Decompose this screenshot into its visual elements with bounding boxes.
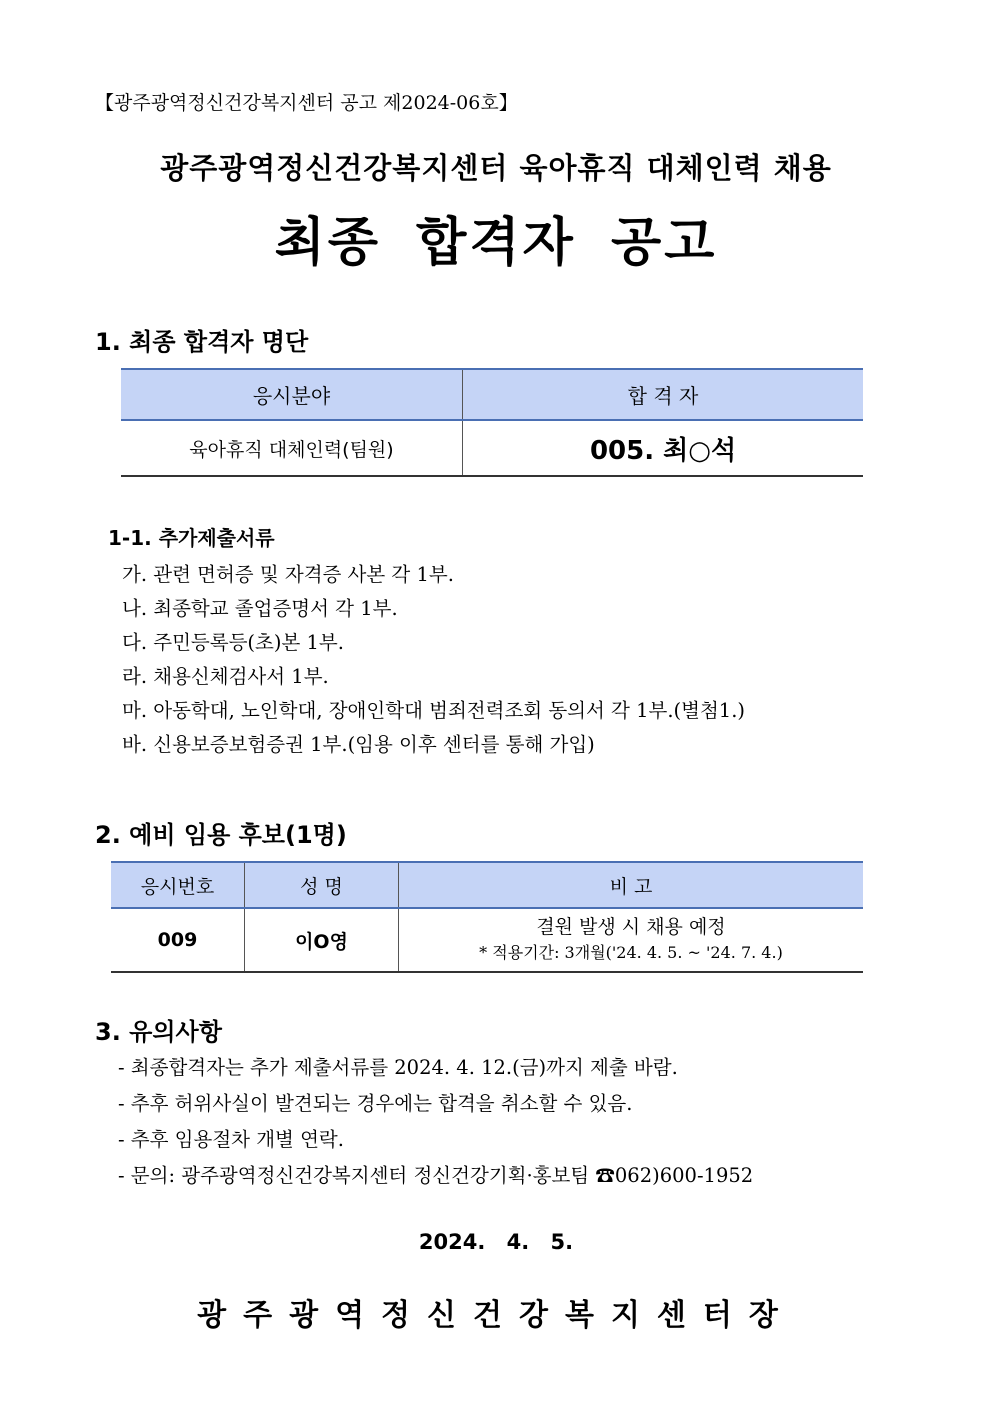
document-subtitle: 광주광역정신건강복지센터 육아휴직 대체인력 채용 [160,151,832,185]
list-item: 바. 신용보증보험증권 1부.(임용 이후 센터를 통해 가입) [122,733,595,756]
field-cell: 육아휴직 대체인력(팀원) [121,420,463,476]
winner-cell: 005. 최○석 [463,420,864,476]
notice-number: 【광주광역정신건강복지센터 공고 제2024-06호】 [95,92,518,114]
header-remark: 비 고 [399,862,864,908]
list-item: 마. 아동학대, 노인학대, 장애인학대 범죄전력조회 동의서 각 1부.(별첨1.) [122,699,746,722]
remark-line-2: * 적용기간: 3개월('24. 4. 5. ~ '24. 7. 4.) [479,943,783,962]
list-item: 다. 주민등록등(초)본 1부. [122,631,344,654]
document-title: 최종 합격자 공고 [274,213,718,273]
list-item: - 추후 임용절차 개별 연락. [118,1128,344,1151]
required-documents-list [122,558,745,762]
header-winner: 합 격 자 [463,369,864,420]
list-item: 라. 채용신체검사서 1부. [122,665,329,688]
header-number: 응시번호 [111,862,245,908]
header-name: 성 명 [245,862,399,908]
list-item: 나. 최종학교 졸업증명서 각 1부. [122,597,398,620]
remark-line-1: 결원 발생 시 채용 예정 [536,916,726,938]
number-cell: 009 [111,908,245,972]
table-header-row [111,862,863,908]
list-item: - 추후 허위사실이 발견되는 경우에는 합격을 취소할 수 있음. [118,1092,633,1115]
section1-1-heading: 1-1. 추가제출서류 [108,526,275,550]
remark-cell [399,908,864,972]
reserve-candidates-table [111,861,863,973]
name-cell: 이O영 [245,908,399,972]
table-row [121,420,863,476]
notes-list [118,1050,753,1194]
table-header-row [121,369,863,420]
table-row [111,908,863,972]
issuer-name: 광주광역정신건강복지센터장 [197,1298,795,1333]
list-item: - 최종합격자는 추가 제출서류를 2024. 4. 12.(금)까지 제출 바람. [118,1056,678,1079]
final-winners-table [121,368,863,477]
list-item: - 문의: 광주광역정신건강복지센터 정신건강기획·홍보팀 ☎062)600-1952 [118,1164,754,1187]
notice-date: 2024. 4. 5. [418,1230,574,1254]
section1-heading: 1. 최종 합격자 명단 [95,328,309,356]
list-item: 가. 관련 면허증 및 자격증 사본 각 1부. [122,563,454,586]
header-field: 응시분야 [121,369,463,420]
section3-heading: 3. 유의사항 [95,1018,222,1046]
section2-heading: 2. 예비 임용 후보(1명) [95,821,347,849]
